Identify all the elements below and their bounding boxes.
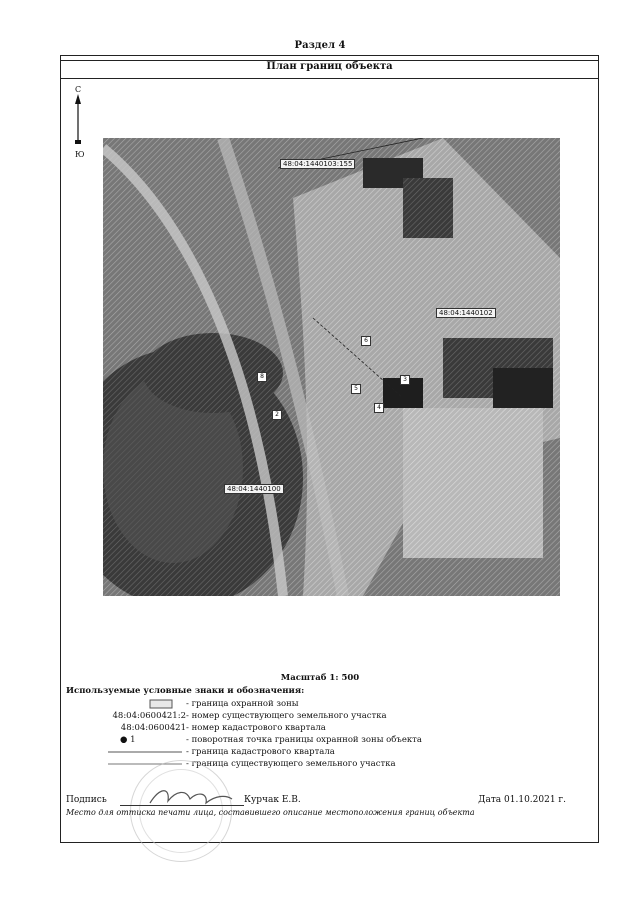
legend-row-zone [66, 698, 536, 710]
stamp-note: Место для оттиска печати лица, составившего описание местоположения границ объекта [66, 808, 475, 817]
signer-name: Курчак Е.В. [244, 795, 301, 805]
plan-header: План границ объекта [61, 56, 598, 79]
legend-symbol-zone [66, 698, 186, 710]
legend-title: Используемые условные знаки и обозначения: [66, 686, 305, 696]
legend-desc-turn-point: - поворотная точка границы охранной зоны объекта [186, 735, 422, 745]
legend-row-parcel-boundary [66, 758, 536, 770]
point-label-8: 8 [257, 372, 267, 382]
quarter-boundary-line-icon [66, 746, 186, 758]
legend-row-parcel-number [66, 710, 536, 722]
aerial-photo [103, 138, 560, 596]
legend-row-quarter-boundary [66, 746, 536, 758]
legend-desc-quarter-boundary: - граница кадастрового квартала [186, 747, 335, 757]
legend-desc-zone: - граница охранной зоны [186, 699, 299, 709]
scale-label: Масштаб 1: 500 [280, 673, 360, 683]
zone-boundary-icon [66, 698, 186, 710]
legend-desc-parcel-boundary: - граница существующего земельного участка [186, 759, 396, 769]
signature-label: Подпись [66, 795, 107, 805]
point-label-4: 4 [374, 403, 384, 413]
aerial-map [103, 138, 560, 596]
point-label-3: 3 [400, 375, 410, 385]
handwritten-signature [146, 785, 236, 809]
legend-row-turn-point [66, 734, 536, 746]
point-label-2: 2 [272, 410, 282, 420]
legend-row-quarter-number [66, 722, 536, 734]
legend-symbol-quarter-number: 48:04:0600421 [120, 723, 186, 733]
cadastral-label-1440102: 48:04:1440102 [436, 308, 496, 318]
cadastral-label-155: 48:04:1440103:155 [280, 159, 355, 169]
section-title: Раздел 4 [294, 40, 346, 51]
north-arrow [72, 86, 92, 166]
south-label: Ю [75, 150, 85, 159]
cadastral-label-1440100: 48:04:1440100 [224, 484, 284, 494]
legend-desc-quarter-number: - номер кадастрового квартала [186, 723, 326, 733]
legend-symbol-turn-point: ● 1 [120, 735, 136, 745]
legend-symbol-parcel-number: 48:04:0600421:2 [112, 711, 186, 721]
point-label-6: 6 [361, 336, 371, 346]
legend-symbol-quarter-boundary [66, 746, 186, 758]
legend-desc-parcel-number: - номер существующего земельного участка [186, 711, 387, 721]
signature-date: Дата 01.10.2021 г. [478, 795, 566, 805]
point-label-5: 5 [351, 384, 361, 394]
signature-row [66, 795, 566, 809]
north-label: С [75, 85, 82, 94]
